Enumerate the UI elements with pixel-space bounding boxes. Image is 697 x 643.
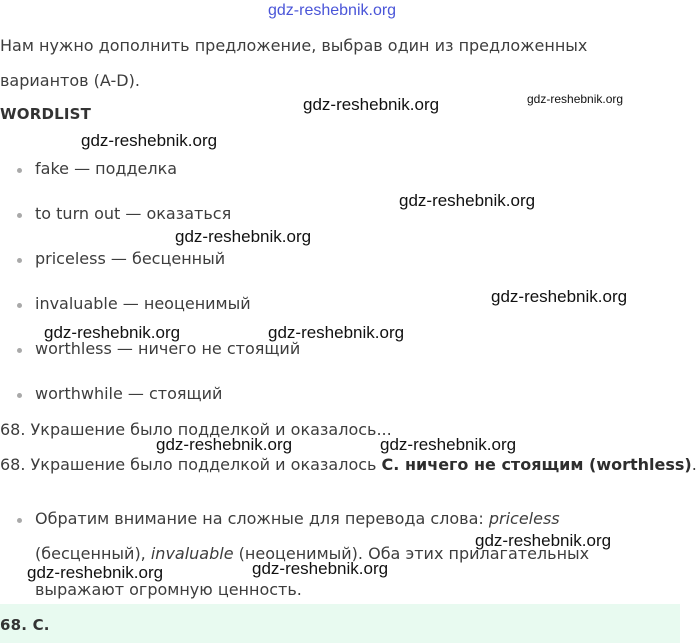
watermark: gdz-reshebnik.org — [380, 435, 517, 454]
note-line-1 — [35, 509, 560, 528]
wordlist-item: fake — подделка — [35, 159, 178, 178]
watermark: gdz-reshebnik.org — [44, 323, 181, 342]
wordlist-item: worthwhile — стоящий — [35, 384, 223, 403]
bullet-icon — [17, 303, 22, 308]
watermark-top: gdz-reshebnik.org — [268, 2, 397, 19]
wordlist-item: to turn out — оказаться — [35, 204, 232, 223]
bullet-icon — [17, 393, 22, 398]
note-text-3: (неоценимый). Оба этих прилагательных — [233, 544, 590, 563]
task-answer-suffix: . — [691, 455, 697, 474]
watermark: gdz-reshebnik.org — [268, 323, 405, 342]
task-answer-prefix: 68. Украшение было подделкой и оказалось — [0, 455, 382, 474]
note-text-1: Обратим внимание на сложные для перевода слова: — [35, 509, 489, 528]
note-line-3: выражают огромную ценность. — [35, 580, 302, 599]
bullet-icon — [17, 213, 22, 218]
task-question: 68. Украшение было подделкой и оказалось... — [0, 420, 392, 439]
bullet-icon — [17, 518, 22, 523]
watermark: gdz-reshebnik.org — [156, 435, 293, 454]
note-word-priceless: priceless — [488, 509, 560, 528]
wordlist-item: priceless — бесценный — [35, 249, 226, 268]
answer-bar — [0, 604, 680, 643]
watermark: gdz-reshebnik.org — [252, 559, 389, 578]
task-answer-sentence — [0, 455, 697, 474]
watermark: gdz-reshebnik.org — [175, 227, 312, 246]
note-word-invaluable: invaluable — [150, 544, 234, 563]
bullet-icon — [17, 348, 22, 353]
intro-line-2: вариантов (A-D). — [0, 71, 140, 90]
intro-line-1: Нам нужно дополнить предложение, выбрав один из предложенных — [0, 36, 588, 55]
bullet-icon — [17, 168, 22, 173]
watermark: gdz-reshebnik.org — [27, 563, 164, 582]
watermark: gdz-reshebnik.org — [527, 92, 624, 106]
watermark: gdz-reshebnik.org — [303, 95, 440, 114]
wordlist-item: invaluable — неоценимый — [35, 294, 251, 313]
watermark: gdz-reshebnik.org — [81, 131, 218, 150]
bullet-icon — [17, 258, 22, 263]
note-text-2: (бесценный), — [35, 544, 151, 563]
wordlist-heading: WORDLIST — [0, 105, 92, 123]
watermark: gdz-reshebnik.org — [475, 531, 612, 550]
wordlist-item: worthless — ничего не стоящий — [35, 339, 301, 358]
watermark: gdz-reshebnik.org — [399, 191, 536, 210]
final-answer: 68. C. — [0, 616, 50, 634]
watermark: gdz-reshebnik.org — [491, 287, 628, 306]
task-answer-bold: C. ничего не стоящим (worthless) — [381, 455, 692, 474]
